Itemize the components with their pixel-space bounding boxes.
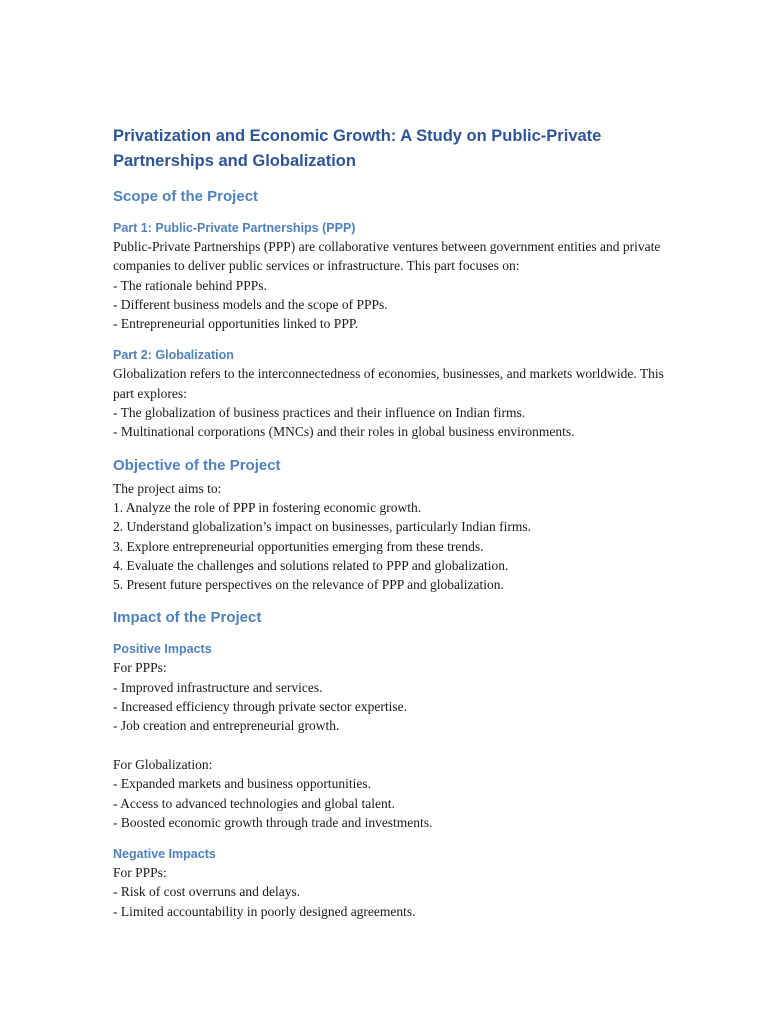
- part2-text: Globalization refers to the interconnectedness of economies, businesses, and markets worldwide. This part explores: - The globalization of business practices and their influence on Indian firms. - Multinational corporations (MNCs) and their roles in global business environments.: [113, 366, 664, 440]
- positive-globalization-text: For Globalization: - Expanded markets and business opportunities. - Access to advanced technologies and global talent. - Boosted economic growth through trade and investments.: [113, 756, 433, 830]
- objective-text: The project aims to: 1. Analyze the role of PPP in fostering economic growth. 2. Understand globalization’s impact on businesses, particularly Indian firms. 3. Explore entrepreneurial opportunities emerging from these trends. 4. Evaluate the challenges and solutions related to PPP and globalization. 5. Present future perspectives on the relevance of PPP and globalization.: [113, 480, 532, 593]
- part1-text: Public-Private Partnerships (PPP) are collaborative ventures between government entities and private companies to deliver public services or infrastructure. This part focuses on: - The rationale behind PPPs. - Different business models and the scope of PPPs. - Entrepreneurial opportunities linked to PPP.: [113, 239, 661, 332]
- positive-ppp-text: For PPPs: - Improved infrastructure and services. - Increased efficiency through private sector expertise. - Job creation and entrepreneurial growth.: [113, 660, 407, 734]
- part1-heading: Part 1: Public-Private Partnerships (PPP): [113, 221, 356, 235]
- positive-impacts-heading: Positive Impacts: [113, 642, 212, 657]
- impact-heading: Impact of the Project: [113, 609, 262, 627]
- part2-heading: Part 2: Globalization: [113, 348, 234, 363]
- negative-impacts-heading: Negative Impacts: [113, 847, 216, 862]
- document-title: Privatization and Economic Growth: A Study on Public-Private Partnerships and Globalization: [113, 127, 602, 170]
- negative-ppp-text: For PPPs: - Risk of cost overruns and delays. - Limited accountability in poorly designed agreements.: [113, 865, 416, 919]
- scope-heading: Scope of the Project: [113, 188, 259, 205]
- objective-heading: Objective of the Project: [113, 456, 281, 474]
